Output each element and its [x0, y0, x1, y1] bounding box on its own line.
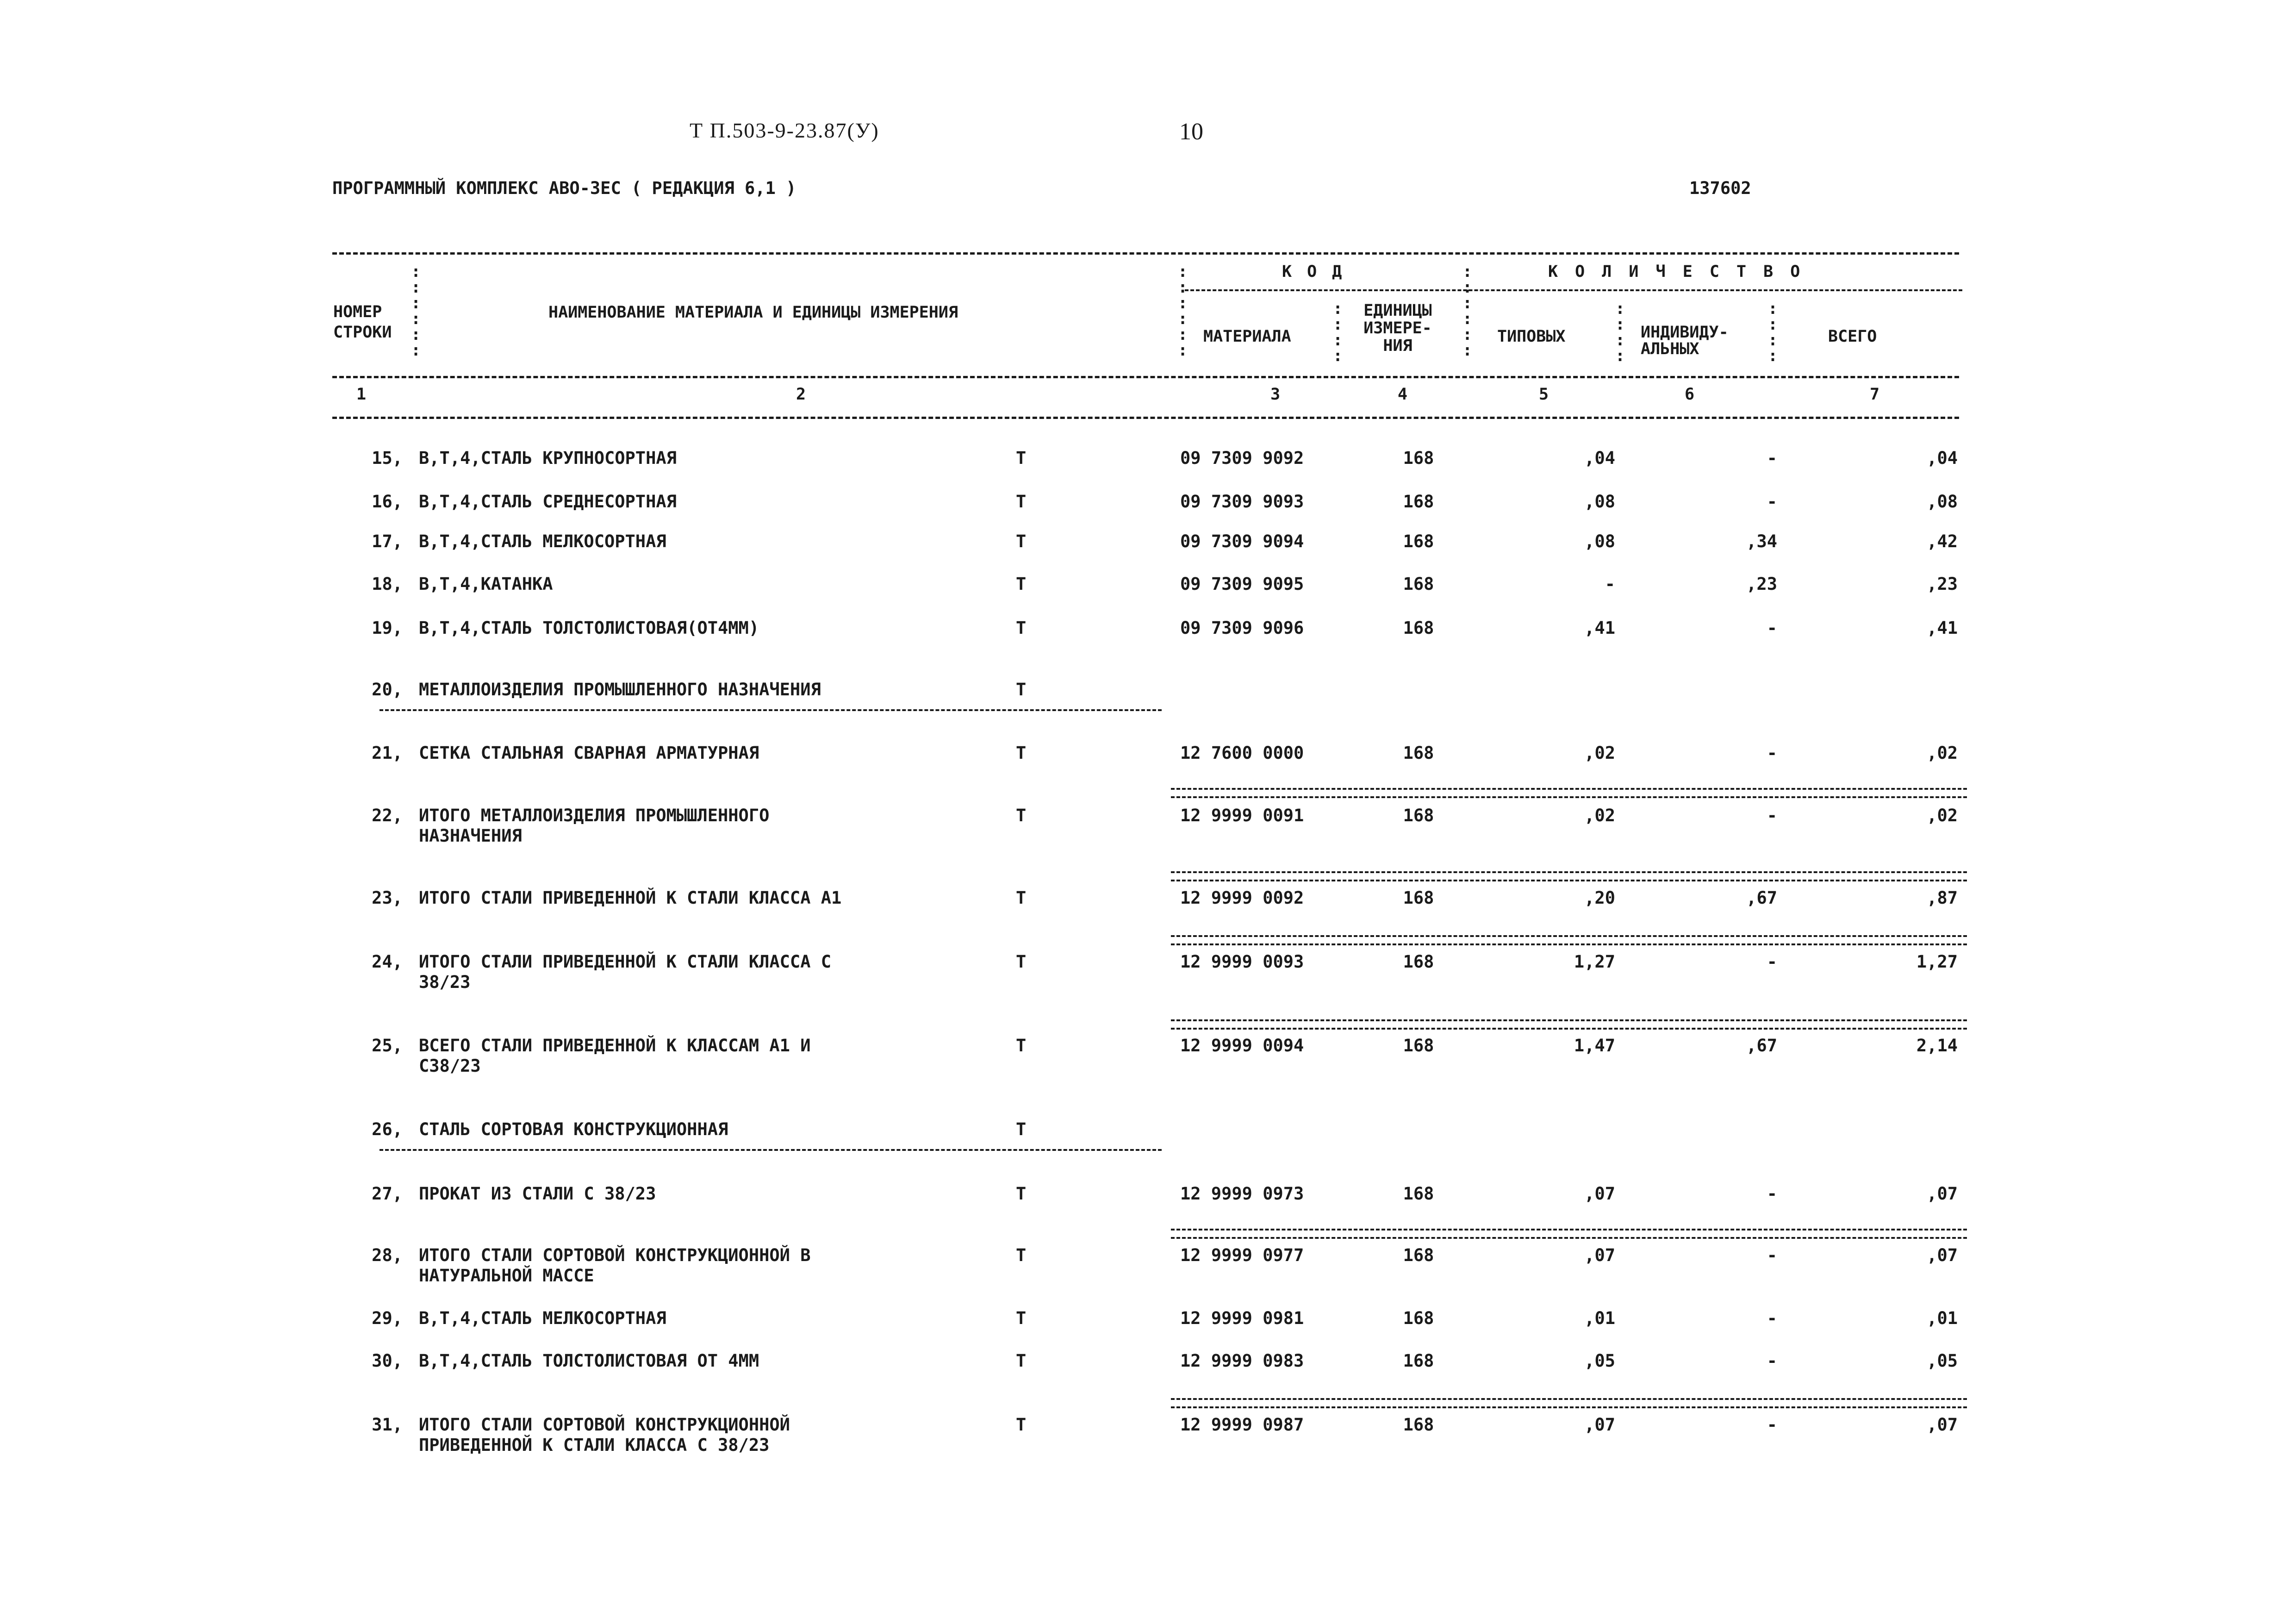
- qty-typical: ,41: [1584, 618, 1615, 638]
- unit-code: 168: [1403, 492, 1434, 512]
- material-name: [419, 618, 759, 638]
- qty-total: ,41: [1927, 618, 1958, 638]
- row-number: 29,: [372, 1308, 403, 1328]
- material-name: [419, 531, 666, 552]
- material-name: [419, 743, 759, 763]
- qty-individual: ,67: [1746, 1036, 1777, 1056]
- qty-total: ,23: [1927, 574, 1958, 594]
- page-number: 10: [1179, 119, 1203, 145]
- row-number: 17,: [372, 531, 403, 551]
- unit-code: 168: [1403, 1308, 1434, 1328]
- material-name: [419, 448, 677, 468]
- unit-code: 168: [1403, 1351, 1434, 1371]
- total-double-rule: [1171, 935, 1967, 945]
- qty-individual: -: [1767, 806, 1777, 825]
- qty-typical: ,02: [1584, 743, 1615, 763]
- unit-of-measure: Т: [1016, 574, 1027, 594]
- row-number: 21,: [372, 743, 403, 763]
- qty-typical: ,07: [1584, 1184, 1615, 1204]
- section-rule: [380, 1149, 1162, 1151]
- qty-total: ,01: [1927, 1308, 1958, 1328]
- material-name: [419, 806, 769, 846]
- col-number-2: 2: [796, 385, 806, 404]
- qty-individual: ,67: [1746, 888, 1777, 908]
- unit-of-measure: Т: [1016, 618, 1027, 638]
- material-code: 12 9999 0981: [1180, 1308, 1304, 1328]
- material-name-line: ИТОГО СТАЛИ ПРИВЕДЕННОЙ К СТАЛИ КЛАССА С: [419, 952, 832, 972]
- document-number: 137602: [1689, 178, 1751, 198]
- unit-code: 168: [1403, 806, 1434, 825]
- qty-typical: ,08: [1584, 492, 1615, 512]
- qty-individual: -: [1767, 492, 1777, 512]
- row-number: 31,: [372, 1415, 403, 1435]
- col-number-6: 6: [1685, 385, 1695, 404]
- total-double-rule: [1171, 1398, 1967, 1408]
- material-name-line: В,Т,4,СТАЛЬ КРУПНОСОРТНАЯ: [419, 448, 677, 468]
- qty-individual: ,34: [1746, 531, 1777, 551]
- qty-typical: ,08: [1584, 531, 1615, 551]
- material-name: [419, 574, 553, 594]
- material-name: [419, 1184, 656, 1204]
- header-group-rule: [1185, 289, 1962, 291]
- row-number: 30,: [372, 1351, 403, 1371]
- total-double-rule: [1171, 1019, 1967, 1030]
- section-rule: [380, 709, 1162, 711]
- material-name-line: В,Т,4,СТАЛЬ МЕЛКОСОРТНАЯ: [419, 531, 666, 551]
- unit-of-measure: Т: [1016, 1184, 1027, 1204]
- col-separator: : : : :: [1768, 300, 1778, 365]
- material-code: 09 7309 9095: [1180, 574, 1304, 594]
- qty-typical: ,01: [1584, 1308, 1615, 1328]
- row-number: 18,: [372, 574, 403, 594]
- header-typical: ТИПОВЫХ: [1497, 327, 1566, 346]
- unit-of-measure: Т: [1016, 1351, 1027, 1371]
- qty-typical: ,20: [1584, 888, 1615, 908]
- unit-code: 168: [1403, 952, 1434, 972]
- header-individual: ИНДИВИДУ- АЛЬНЫХ: [1641, 323, 1729, 358]
- material-name-line: ИТОГО СТАЛИ СОРТОВОЙ КОНСТРУКЦИОННОЙ В: [419, 1245, 811, 1265]
- qty-individual: -: [1767, 1184, 1777, 1204]
- qty-individual: -: [1767, 1245, 1777, 1265]
- material-name-line: В,Т,4,СТАЛЬ МЕЛКОСОРТНАЯ: [419, 1308, 666, 1328]
- material-name: [419, 492, 677, 512]
- col-number-5: 5: [1539, 385, 1549, 404]
- material-name-line: 38/23: [419, 972, 471, 992]
- total-double-rule: [1171, 788, 1967, 798]
- qty-individual: -: [1767, 448, 1777, 468]
- qty-typical: 1,27: [1574, 952, 1615, 972]
- material-name-line: С38/23: [419, 1056, 481, 1076]
- table-top-rule: [332, 252, 1959, 255]
- qty-typical: ,02: [1584, 806, 1615, 825]
- unit-code: 168: [1403, 1036, 1434, 1056]
- material-name-line: В,Т,4,СТАЛЬ СРЕДНЕСОРТНАЯ: [419, 492, 677, 512]
- unit-code: 168: [1403, 888, 1434, 908]
- qty-typical: ,07: [1584, 1415, 1615, 1435]
- qty-typical: ,07: [1584, 1245, 1615, 1265]
- row-number: 25,: [372, 1036, 403, 1056]
- col-number-4: 4: [1398, 385, 1408, 404]
- material-name: [419, 680, 821, 700]
- material-name: [419, 1415, 790, 1455]
- qty-total: ,04: [1927, 448, 1958, 468]
- header-bottom-rule: [332, 417, 1959, 419]
- col-number-1: 1: [356, 385, 367, 404]
- unit-code: 168: [1403, 1415, 1434, 1435]
- unit-code: 168: [1403, 531, 1434, 551]
- program-title: ПРОГРАММНЫЙ КОМПЛЕКС АВО-3ЕС ( РЕДАКЦИЯ 6,1 ): [332, 178, 796, 198]
- unit-code: 168: [1403, 574, 1434, 594]
- unit-of-measure: Т: [1016, 888, 1027, 908]
- row-number: 16,: [372, 492, 403, 512]
- material-name: [419, 1036, 810, 1076]
- material-name-line: МЕТАЛЛОИЗДЕЛИЯ ПРОМЫШЛЕННОГО НАЗНАЧЕНИЯ: [419, 680, 821, 700]
- qty-total: ,02: [1927, 743, 1958, 763]
- material-code: 09 7309 9092: [1180, 448, 1304, 468]
- material-code: 12 9999 0977: [1180, 1245, 1304, 1265]
- material-code: 12 7600 0000: [1180, 743, 1304, 763]
- total-double-rule: [1171, 1229, 1967, 1239]
- qty-typical: ,05: [1584, 1351, 1615, 1371]
- qty-total: 1,27: [1916, 952, 1958, 972]
- qty-total: ,42: [1927, 531, 1958, 551]
- unit-code: 168: [1403, 1184, 1434, 1204]
- material-name-line: НАЗНАЧЕНИЯ: [419, 826, 522, 846]
- header-quantity-group: К О Л И Ч Е С Т В О: [1548, 262, 1804, 281]
- row-number: 19,: [372, 618, 403, 638]
- unit-of-measure: Т: [1016, 952, 1027, 972]
- qty-individual: ,23: [1746, 574, 1777, 594]
- qty-total: ,07: [1927, 1184, 1958, 1204]
- material-name-line: СЕТКА СТАЛЬНАЯ СВАРНАЯ АРМАТУРНАЯ: [419, 743, 759, 763]
- row-number: 23,: [372, 888, 403, 908]
- material-code: 12 9999 0987: [1180, 1415, 1304, 1435]
- material-name-line: ИТОГО МЕТАЛЛОИЗДЕЛИЯ ПРОМЫШЛЕННОГО: [419, 806, 770, 825]
- header-unit-code: ЕДИНИЦЫ ИЗМЕРЕ- НИЯ: [1363, 301, 1432, 355]
- material-code: 09 7309 9093: [1180, 492, 1304, 512]
- material-name: [419, 1351, 759, 1371]
- material-name-line: ПРОКАТ ИЗ СТАЛИ С 38/23: [419, 1184, 656, 1204]
- material-code: 12 9999 0973: [1180, 1184, 1304, 1204]
- material-code: 12 9999 0092: [1180, 888, 1304, 908]
- material-name-line: В,Т,4,СТАЛЬ ТОЛСТОЛИСТОВАЯ(ОТ4ММ): [419, 618, 759, 638]
- header-material-name: НАИМЕНОВАНИЕ МАТЕРИАЛА И ЕДИНИЦЫ ИЗМЕРЕНИЯ: [548, 303, 958, 322]
- qty-typical: -: [1605, 574, 1615, 594]
- qty-individual: -: [1767, 1351, 1777, 1371]
- unit-of-measure: Т: [1016, 1036, 1027, 1056]
- unit-of-measure: Т: [1016, 680, 1027, 700]
- row-number: 27,: [372, 1184, 403, 1204]
- qty-total: ,07: [1927, 1415, 1958, 1435]
- row-number: 22,: [372, 806, 403, 825]
- header-total: ВСЕГО: [1828, 327, 1877, 346]
- row-number: 15,: [372, 448, 403, 468]
- qty-total: ,08: [1927, 492, 1958, 512]
- material-name-line: В,Т,4,КАТАНКА: [419, 574, 553, 594]
- unit-code: 168: [1403, 1245, 1434, 1265]
- unit-of-measure: Т: [1016, 448, 1027, 468]
- unit-of-measure: Т: [1016, 1308, 1027, 1328]
- qty-individual: -: [1767, 743, 1777, 763]
- material-code: 12 9999 0094: [1180, 1036, 1304, 1056]
- material-code: 12 9999 0093: [1180, 952, 1304, 972]
- material-name: [419, 1308, 666, 1329]
- qty-total: ,02: [1927, 806, 1958, 825]
- material-name: [419, 1119, 728, 1140]
- header-row-number: НОМЕР СТРОКИ: [333, 303, 392, 342]
- row-number: 24,: [372, 952, 403, 972]
- row-number: 28,: [372, 1245, 403, 1265]
- material-name-line: ИТОГО СТАЛИ ПРИВЕДЕННОЙ К СТАЛИ КЛАССА А1: [419, 888, 842, 908]
- qty-individual: -: [1767, 618, 1777, 638]
- qty-total: ,05: [1927, 1351, 1958, 1371]
- qty-total: ,07: [1927, 1245, 1958, 1265]
- unit-code: 168: [1403, 448, 1434, 468]
- qty-total: ,87: [1927, 888, 1958, 908]
- qty-typical: ,04: [1584, 448, 1615, 468]
- row-number: 20,: [372, 680, 403, 700]
- material-name-line: НАТУРАЛЬНОЙ МАССЕ: [419, 1266, 594, 1286]
- unit-of-measure: Т: [1016, 1119, 1027, 1139]
- material-name: [419, 952, 831, 993]
- qty-individual: -: [1767, 952, 1777, 972]
- unit-of-measure: Т: [1016, 1415, 1027, 1435]
- total-double-rule: [1171, 871, 1967, 881]
- qty-individual: -: [1767, 1308, 1777, 1328]
- col-separator: : : : : : :: [1178, 262, 1188, 360]
- header-mid-rule: [332, 376, 1959, 378]
- unit-code: 168: [1403, 618, 1434, 638]
- col-separator: : : : :: [1333, 300, 1343, 365]
- header-code-group: К О Д: [1282, 262, 1345, 281]
- col-separator: : : : : : :: [411, 262, 421, 360]
- material-name-line: ПРИВЕДЕННОЙ К СТАЛИ КЛАССА С 38/23: [419, 1435, 770, 1455]
- col-separator: : : : : : :: [1462, 262, 1473, 360]
- unit-of-measure: Т: [1016, 806, 1027, 825]
- unit-of-measure: Т: [1016, 743, 1027, 763]
- material-name-line: ВСЕГО СТАЛИ ПРИВЕДЕННОЙ К КЛАССАМ А1 И: [419, 1036, 811, 1056]
- unit-of-measure: Т: [1016, 492, 1027, 512]
- row-number: 26,: [372, 1119, 403, 1139]
- col-number-7: 7: [1870, 385, 1880, 404]
- material-name-line: СТАЛЬ СОРТОВАЯ КОНСТРУКЦИОННАЯ: [419, 1119, 728, 1139]
- qty-individual: -: [1767, 1415, 1777, 1435]
- material-code: 12 9999 0983: [1180, 1351, 1304, 1371]
- unit-of-measure: Т: [1016, 531, 1027, 551]
- col-separator: : : : :: [1615, 300, 1625, 365]
- col-number-3: 3: [1270, 385, 1281, 404]
- unit-of-measure: Т: [1016, 1245, 1027, 1265]
- document-code: Т П.503-9-23.87(У): [690, 119, 879, 142]
- qty-total: 2,14: [1916, 1036, 1958, 1056]
- material-code: 09 7309 9094: [1180, 531, 1304, 551]
- material-name-line: В,Т,4,СТАЛЬ ТОЛСТОЛИСТОВАЯ ОТ 4ММ: [419, 1351, 759, 1371]
- qty-typical: 1,47: [1574, 1036, 1615, 1056]
- unit-code: 168: [1403, 743, 1434, 763]
- material-name: [419, 888, 841, 908]
- material-code: 09 7309 9096: [1180, 618, 1304, 638]
- material-name-line: ИТОГО СТАЛИ СОРТОВОЙ КОНСТРУКЦИОННОЙ: [419, 1415, 790, 1435]
- material-code: 12 9999 0091: [1180, 806, 1304, 825]
- header-material-code: МАТЕРИАЛА: [1203, 327, 1291, 346]
- material-name: [419, 1245, 810, 1286]
